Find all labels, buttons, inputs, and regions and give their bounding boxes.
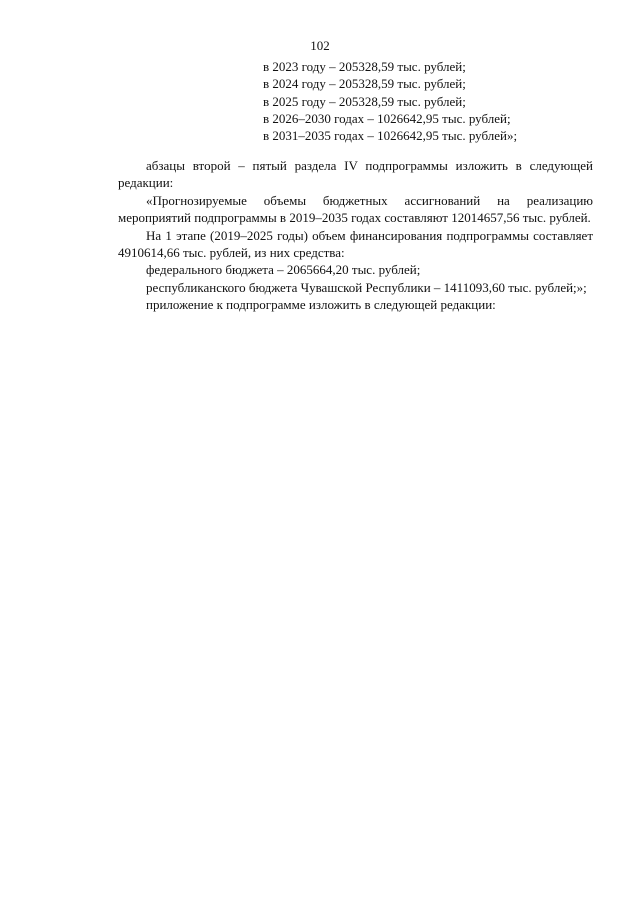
- funding-year-2023: в 2023 году – 205328,59 тыс. рублей;: [263, 59, 466, 74]
- paragraph-appendix-intro: приложение к подпрограмме изложить в следующей редакции:: [146, 297, 496, 313]
- funding-years-2026-2030: в 2026–2030 годах – 1026642,95 тыс. рублей;: [263, 110, 511, 126]
- paragraph-republic-budget: республиканского бюджета Чувашской Республики – 1411093,60 тыс. рублей;»;: [146, 279, 587, 295]
- funding-by-year-list: [263, 58, 517, 144]
- paragraph-section-iv-intro: абзацы второй – пятый раздела IV подпрограммы изложить в следующей редакции:: [118, 158, 593, 191]
- paragraph-total-forecast: «Прогнозируемые объемы бюджетных ассигнований на реализацию мероприятий подпрограммы в 2019–2035 годах составляют 12014657,56 тыс. рублей.: [118, 192, 593, 226]
- amendment-text: [118, 157, 593, 314]
- funding-years-2031-2035: в 2031–2035 годах – 1026642,95 тыс. рублей»;: [263, 128, 518, 144]
- page-number: 102: [310, 38, 330, 53]
- funding-year-2024: в 2024 году – 205328,59 тыс. рублей;: [263, 76, 466, 92]
- paragraph-federal-budget: федерального бюджета – 2065664,20 тыс. рублей;: [146, 262, 421, 278]
- paragraph-stage-1-funding: На 1 этапе (2019–2025 годы) объем финансирования подпрограммы составляет 4910614,66 тыс. рублей, из них средства:: [118, 227, 593, 261]
- funding-year-2025: в 2025 году – 205328,59 тыс. рублей;: [263, 93, 466, 109]
